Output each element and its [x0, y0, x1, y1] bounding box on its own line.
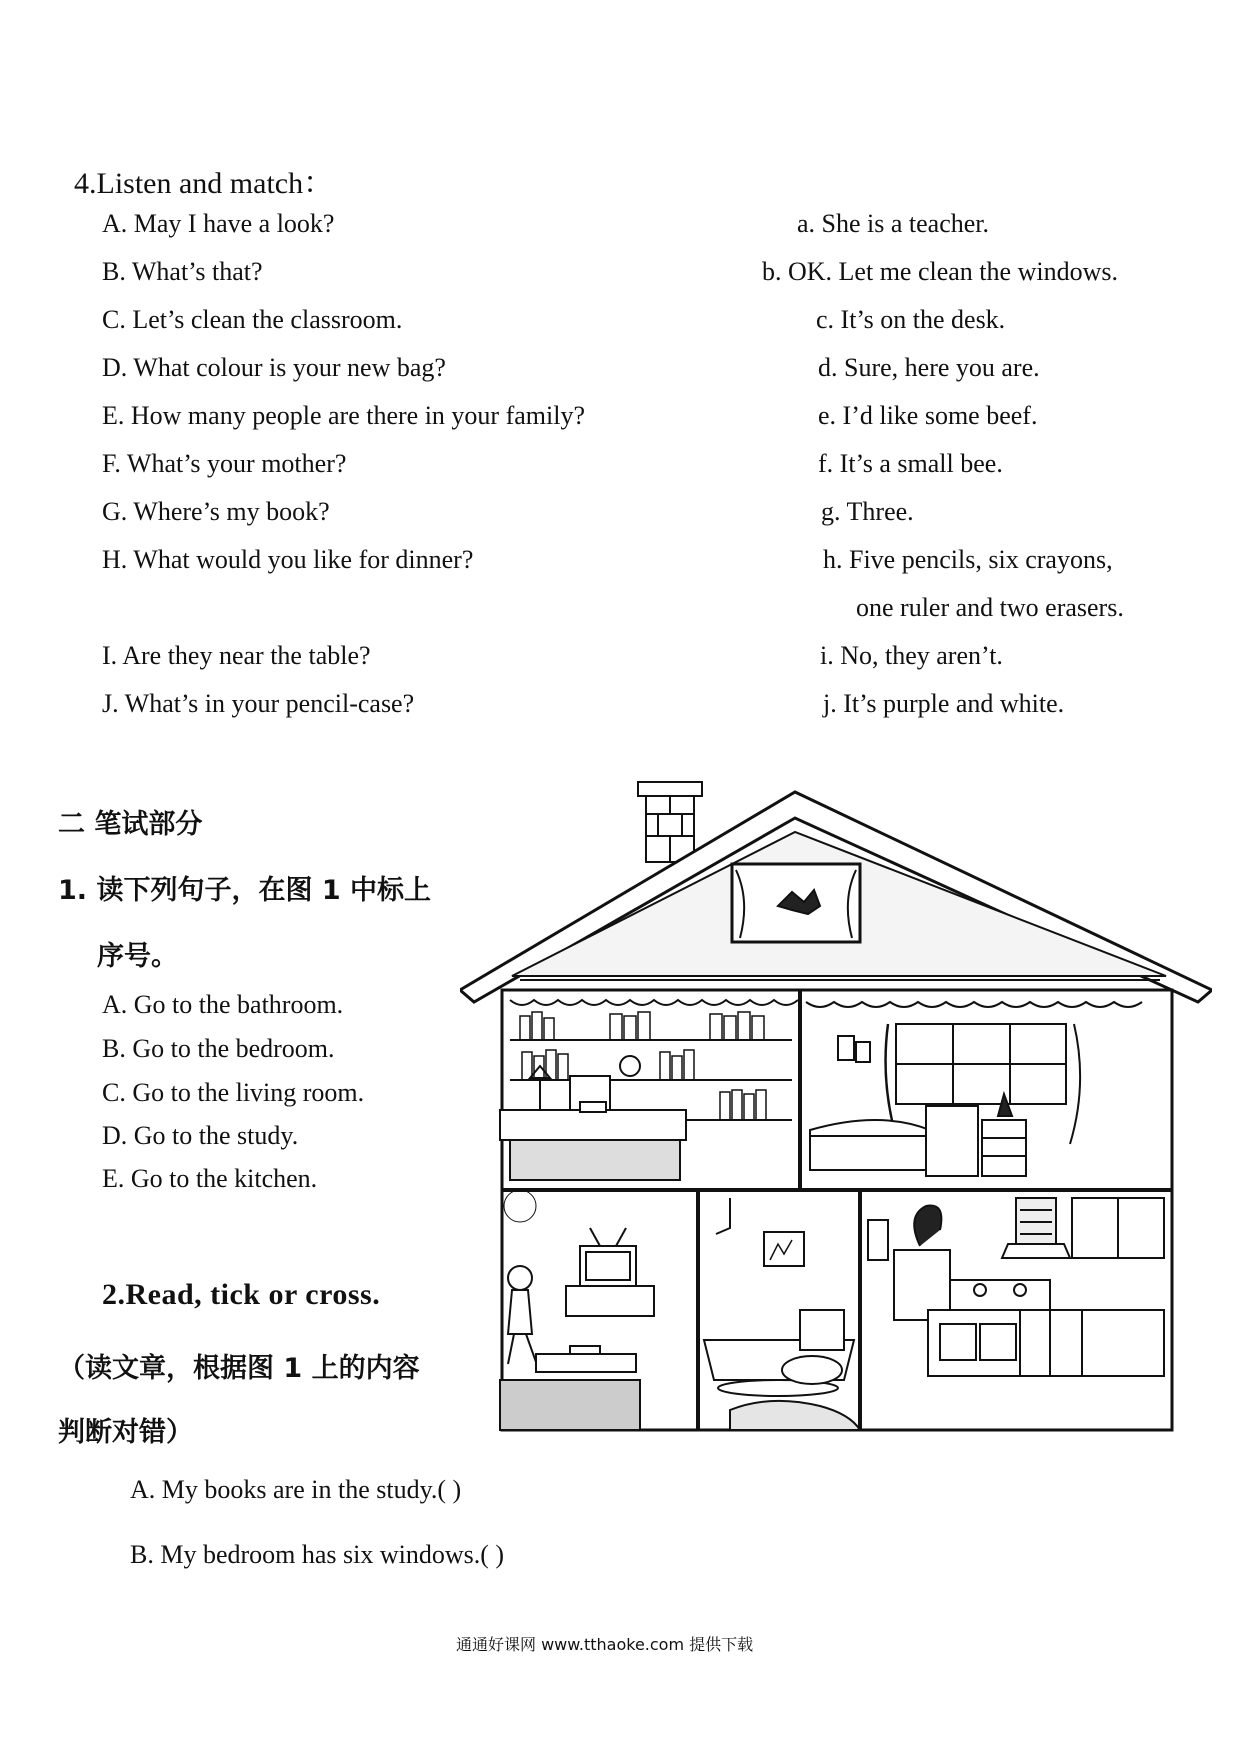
question-c: C. Let’s clean the classroom.: [102, 305, 403, 334]
q2-statement-a: A. My books are in the study.( ): [130, 1475, 462, 1504]
question-d: D. What colour is your new bag?: [102, 353, 446, 382]
question-j: J. What’s in your pencil-case?: [102, 689, 415, 718]
question-f: F. What’s your mother?: [102, 449, 347, 478]
question-g: G. Where’s my book?: [102, 497, 330, 526]
q1-instruction: 1. 读下列句子，在图 1 中标上: [58, 875, 432, 906]
chimney: [638, 782, 702, 862]
q1-sentence-d: D. Go to the study.: [102, 1121, 299, 1150]
question-h: H. What would you like for dinner?: [102, 545, 474, 574]
question-b: B. What’s that?: [102, 257, 263, 286]
question-e: E. How many people are there in your family?: [102, 401, 585, 430]
answer-i: i. No, they aren’t.: [820, 641, 1003, 670]
answer-e: e. I’d like some beef.: [818, 401, 1038, 430]
answer-h: h. Five pencils, six crayons,: [823, 545, 1113, 574]
q2-instruction-cont: 判断对错）: [58, 1417, 193, 1448]
answer-h-continued: one ruler and two erasers.: [856, 593, 1124, 622]
q1-sentence-b: B. Go to the bedroom.: [102, 1034, 335, 1063]
question-i: I. Are they near the table?: [102, 641, 371, 670]
q1-sentence-e: E. Go to the kitchen.: [102, 1164, 318, 1193]
q2-statement-b: B. My bedroom has six windows.( ): [130, 1540, 505, 1569]
q1-instruction-cont: 序号。: [97, 941, 178, 972]
answer-j: j. It’s purple and white.: [823, 689, 1065, 718]
footer-source: 通通好课网 www.tthaoke.com 提供下载: [456, 1635, 754, 1654]
q2-title: 2.Read, tick or cross.: [102, 1278, 381, 1311]
q2-instruction: （读文章，根据图 1 上的内容: [58, 1353, 420, 1384]
answer-b: b. OK. Let me clean the windows.: [762, 257, 1118, 286]
answer-c: c. It’s on the desk.: [816, 305, 1006, 334]
house-illustration: [460, 780, 1212, 1434]
section-title: 二 笔试部分: [58, 809, 203, 840]
q1-sentence-a: A. Go to the bathroom.: [102, 990, 344, 1019]
answer-d: d. Sure, here you are.: [818, 353, 1040, 382]
listen-match-title: 4.Listen and match：: [74, 167, 334, 200]
attic-window: [732, 864, 860, 942]
answer-g: g. Three.: [821, 497, 914, 526]
question-a: A. May I have a look?: [102, 209, 335, 238]
answer-a: a. She is a teacher.: [797, 209, 990, 238]
q1-sentence-c: C. Go to the living room.: [102, 1078, 365, 1107]
answer-f: f. It’s a small bee.: [818, 449, 1003, 478]
